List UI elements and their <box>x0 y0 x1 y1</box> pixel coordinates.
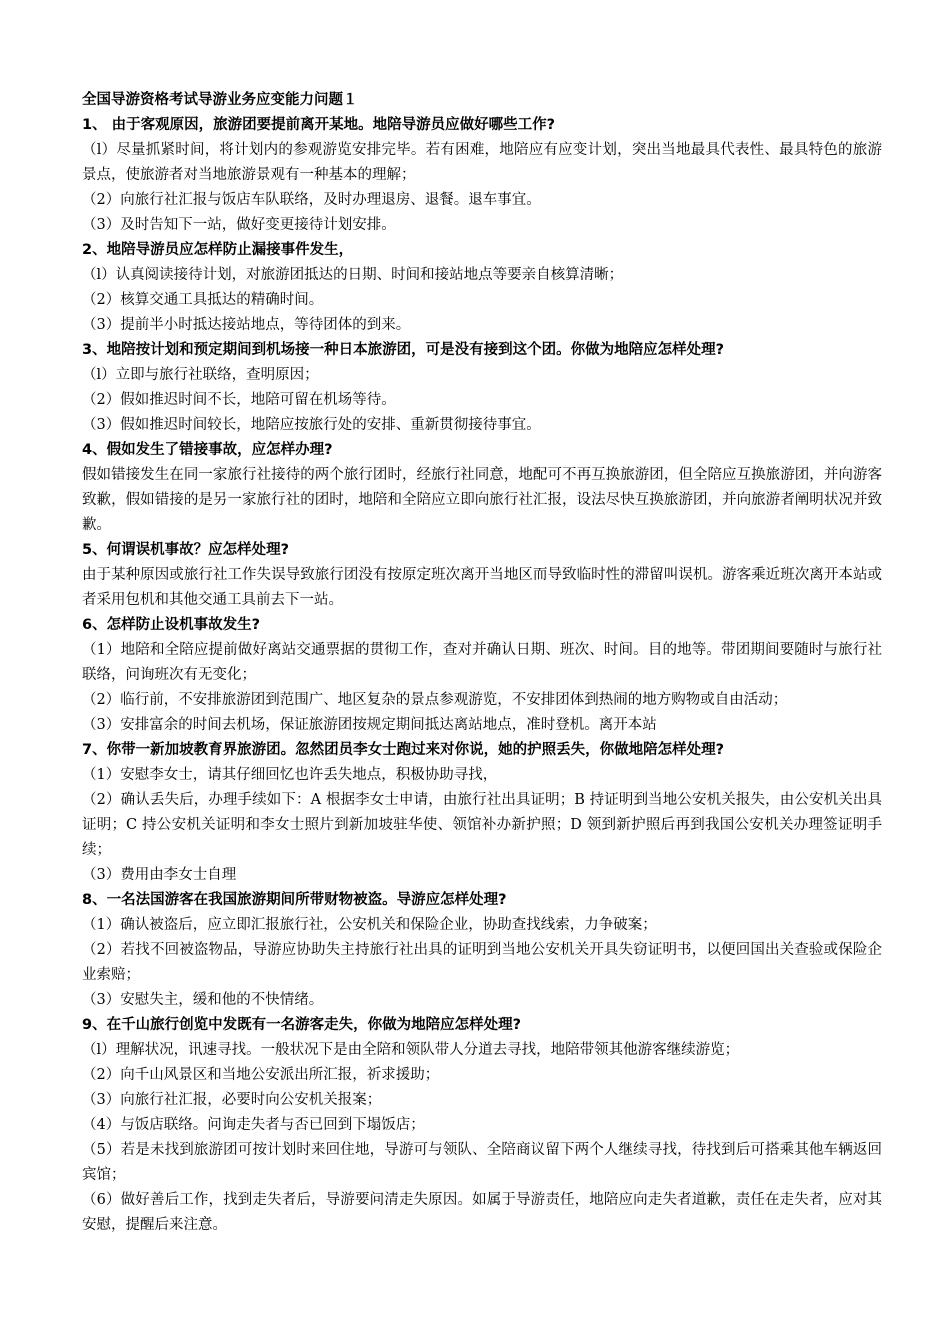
section-9 <box>82 1013 882 1238</box>
question-heading: 6、怎样防止设机事故发生? <box>82 617 260 633</box>
document-page <box>82 88 882 1238</box>
question-heading: 4、假如发生了错接事故，应怎样办理? <box>82 442 333 458</box>
answer-line: （3）安排富余的时间去机场，保证旅游团按规定期间抵达离站地点，准时登机。离开本站 <box>82 717 657 733</box>
answer-line: （2）核算交通工具抵达的精确时间。 <box>82 292 324 308</box>
answer-line: （l）认真阅读接待计划，对旅游团抵达的日期、时间和接站地点等要亲自核算清晰； <box>82 267 624 283</box>
document-title: 全国导游资格考试导游业务应变能力问题１ <box>82 92 358 108</box>
section-7 <box>82 738 882 888</box>
answer-line: （3）提前半小时抵达接站地点，等待团体的到来。 <box>82 317 411 333</box>
question-heading: 8、一名法国游客在我国旅游期间所带财物被盗。导游应怎样处理? <box>82 892 507 908</box>
question-heading: 5、何谓误机事故？应怎样处理? <box>82 542 289 558</box>
answer-line: （6）做好善后工作，找到走失者后，导游要问清走失原因。如属于导游责任，地陪应向走失者道歉，责任在走失者，应对其安慰，提醒后来注意。 <box>82 1192 882 1233</box>
question-heading: 1、 由于客观原因，旅游团要提前离开某地。地陪导游员应做好哪些工作? <box>82 117 556 133</box>
answer-line: （2）确认丢失后，办理手续如下：A 根据李女士申请，由旅行社出具证明；B 持证明到当地公安机关报失，由公安机关出具证明；C 持公安机关证明和李女士照片到新加坡驻华使、领馆补办新护照；D 领到新护照后再到我国公安机关办理签证明手续； <box>82 792 882 858</box>
answer-line: （1）地陪和全陪应提前做好离站交通票据的贯彻工作，查对并确认日期、班次、时间。目的地等。带团期间要随时与旅行社联络，问询班次有无变化； <box>82 642 882 683</box>
answer-line: （1）确认被盗后，应立即汇报旅行社，公安机关和保险企业，协助查找线索，力争破案； <box>82 917 657 933</box>
answer-line: （l）尽量抓紧时间，将计划内的参观游览安排完毕。若有困难，地陪应有应变计划，突出当地最具代表性、最具特色的旅游景点，使旅游者对当地旅游景观有一种基本的理解； <box>82 142 882 183</box>
answer-line: （2）假如推迟时间不长，地陪可留在机场等待。 <box>82 392 396 408</box>
section-3 <box>82 338 882 438</box>
answer-paragraph: 由于某种原因或旅行社工作失误导致旅行团没有按原定班次离开当地区而导致临时性的滞留叫误机。游客乘近班次离开本站或者采用包机和其他交通工具前去下一站。 <box>82 567 882 608</box>
answer-line: （2）若找不回被盗物品，导游应协助失主持旅行社出具的证明到当地公安机关开具失窃证明书，以便回国出关查验或保险企业索赔； <box>82 942 882 983</box>
answer-line: （2）向旅行社汇报与饭店车队联络，及时办理退房、退餐。退车事宜。 <box>82 192 541 208</box>
answer-line: （3）向旅行社汇报，必要时向公安机关报案； <box>82 1092 382 1108</box>
answer-line: （l）理解状况，讯速寻找。一般状况下是由全陪和领队带人分道去寻找，地陪带领其他游客继续游览； <box>82 1042 740 1058</box>
answer-line: （2）临行前，不安排旅游团到范围广、地区复杂的景点参观游览，不安排团体到热闹的地方购物或自由活动； <box>82 692 788 708</box>
section-8 <box>82 888 882 1013</box>
answer-line: （3）安慰失主，缓和他的不快情绪。 <box>82 992 324 1008</box>
answer-line: （1）安慰李女士，请其仔细回忆也许丢失地点，积极协助寻找， <box>82 767 498 783</box>
answer-line: （4）与饭店联络。问询走失者与否已回到下塌饭店； <box>82 1117 425 1133</box>
answer-paragraph: 假如错接发生在同一家旅行社接待的两个旅行团时，经旅行社同意，地配可不再互换旅游团，但全陪应互换旅游团，并向游客致歉，假如错接的是另一家旅行社的团时，地陪和全陪应立即向旅行社汇报，设法尽快互换旅游团，并向旅游者阐明状况并致歉。 <box>82 467 882 533</box>
section-6 <box>82 613 882 738</box>
question-heading: 9、在千山旅行创览中发既有一名游客走失，你做为地陪应怎样处理? <box>82 1017 521 1033</box>
section-5 <box>82 538 882 613</box>
question-heading: 7、你带一新加坡教育界旅游团。忽然团员李女士跑过来对你说，她的护照丢失，你做地陪怎样处理? <box>82 742 724 758</box>
question-heading: 3、地陪按计划和预定期间到机场接一种日本旅游团，可是没有接到这个团。你做为地陪应怎样处理? <box>82 342 724 358</box>
answer-line: （5）若是未找到旅游团可按计划时来回住地，导游可与领队、全陪商议留下两个人继续寻找，待找到后可搭乘其他车辆返回宾馆； <box>82 1142 882 1183</box>
section-1 <box>82 113 882 238</box>
section-4 <box>82 438 882 538</box>
answer-line: （3）及时告知下一站，做好变更接待计划安排。 <box>82 217 396 233</box>
answer-line: （3）假如推迟时间较长，地陪应按旅行处的安排、重新贯彻接待事宜。 <box>82 417 541 433</box>
answer-line: （2）向千山风景区和当地公安派出所汇报，祈求援助； <box>82 1067 440 1083</box>
answer-line: （3）费用由李女士自理 <box>82 867 237 883</box>
section-2 <box>82 238 882 338</box>
question-heading: 2、地陪导游员应怎样防止漏接事件发生， <box>82 242 354 258</box>
answer-line: （l）立即与旅行社联络，查明原因； <box>82 367 319 383</box>
